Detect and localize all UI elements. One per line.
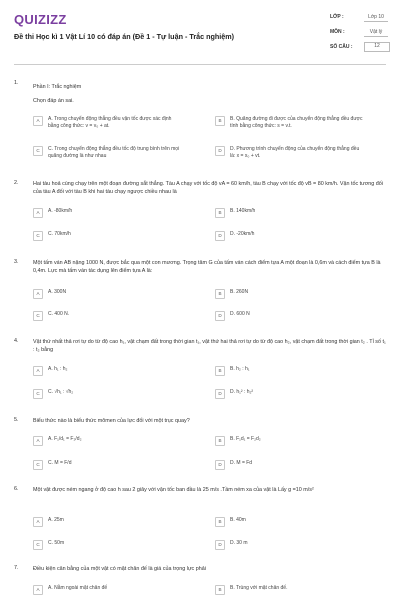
- option-text: D. 600 N: [230, 311, 250, 317]
- quizizz-logo: QUIZIZZ: [14, 12, 67, 27]
- option-text: D. 30 m: [230, 540, 248, 546]
- option-letter: C: [33, 146, 43, 156]
- option-letter: A: [33, 585, 43, 595]
- option-text: D. Phương trình chuyển động của chuyển động thẳng đều là: x = x₀ + vt.: [230, 146, 360, 159]
- option-letter: B: [215, 289, 225, 299]
- question-text: Một vật được ném ngang ở độ cao h sau 2 giây với vận tốc ban đầu là 25 m/s .Tầm ném xa của vật là Lấy g =10 m/s²: [33, 487, 314, 493]
- option-c[interactable]: [33, 460, 183, 470]
- option-text: B. Quãng đường đi được của chuyển động thẳng đều được tính bằng công thức: s = v.t.: [230, 116, 363, 129]
- option-letter: A: [33, 208, 43, 218]
- question-text: Biểu thức nào là biểu thức mômen của lực đối với một trục quay?: [33, 418, 190, 424]
- option-text: B. 40m: [230, 517, 246, 523]
- option-letter: A: [33, 436, 43, 446]
- question-text: Vật thứ nhất thả rơi tự do từ độ cao h₁, vật chạm đất trong thời gian t₁, vật thứ hai thả rơi tự do từ độ cao h₂, vật chạm đất trong thời gian t₂ . Tỉ số t₁ : t₂ bằng: [33, 339, 386, 353]
- question-number: 5.: [14, 417, 19, 423]
- option-d[interactable]: [215, 146, 365, 159]
- option-letter: A: [33, 289, 43, 299]
- question-text: Điều kiện cân bằng của một vật có mặt chân đế là giá của trọng lực phải: [33, 566, 206, 572]
- question-number: 2.: [14, 180, 19, 186]
- option-a[interactable]: [33, 366, 183, 376]
- question-count-value: 12: [364, 42, 390, 52]
- option-b[interactable]: [215, 517, 365, 527]
- header-divider: [14, 64, 386, 65]
- option-a[interactable]: [33, 436, 183, 446]
- option-a[interactable]: [33, 116, 183, 129]
- option-letter: C: [33, 311, 43, 321]
- option-text: D. M = Fd: [230, 460, 253, 466]
- option-c[interactable]: [33, 540, 183, 550]
- option-text: A. 300N: [48, 289, 67, 295]
- option-text: B. 140km/h: [230, 208, 256, 214]
- option-letter: D: [215, 389, 225, 399]
- option-text: C. M = F/d: [48, 460, 72, 466]
- option-text: B. 260N: [230, 289, 249, 295]
- option-c[interactable]: [33, 389, 183, 399]
- worksheet-header: [0, 0, 400, 62]
- option-letter: C: [33, 540, 43, 550]
- option-a[interactable]: [33, 517, 183, 527]
- question-number: 4.: [14, 338, 19, 344]
- option-letter: D: [215, 311, 225, 321]
- option-text: D. h₁² : h₂²: [230, 389, 254, 395]
- subject-label: MÔN :: [330, 29, 345, 35]
- option-text: A. 25m: [48, 517, 64, 523]
- option-text: A. h₁ : h₂: [48, 366, 68, 372]
- option-b[interactable]: [215, 436, 365, 446]
- question-number: 6.: [14, 486, 19, 492]
- option-d[interactable]: [215, 389, 365, 399]
- option-letter: C: [33, 231, 43, 241]
- class-value: Lớp 10: [364, 14, 388, 22]
- option-text: C. √h₁ : √h₂: [48, 389, 74, 395]
- option-letter: B: [215, 208, 225, 218]
- option-b[interactable]: [215, 289, 365, 299]
- question-count-label: SỐ CÂU :: [330, 44, 353, 50]
- option-text: A. Nằm ngoài mặt chân đế: [48, 585, 108, 591]
- option-letter: D: [215, 460, 225, 470]
- worksheet-title: Đề thi Học kì 1 Vật Lí 10 có đáp án (Đề 1 - Tự luận - Trắc nghiệm): [14, 32, 235, 41]
- question-number: 1.: [14, 80, 19, 86]
- option-a[interactable]: [33, 208, 183, 218]
- option-d[interactable]: [215, 231, 365, 241]
- option-text: A. -80km/h: [48, 208, 73, 214]
- option-a[interactable]: [33, 585, 183, 595]
- option-letter: C: [33, 389, 43, 399]
- question-number: 7.: [14, 565, 19, 571]
- option-text: A. Trong chuyển động thẳng đều vận tốc được xác định bằng công thức: v = v₀ + at.: [48, 116, 172, 129]
- option-letter: B: [215, 116, 225, 126]
- option-d[interactable]: [215, 311, 365, 321]
- option-c[interactable]: [33, 311, 183, 321]
- option-letter: B: [215, 436, 225, 446]
- question-text: Hai tàu hoả cùng chạy trên một đoạn đường sắt thẳng. Tàu A chạy với tốc độ vA = 60 km/h, tàu B chạy với tốc độ vB = 80 km/h. Vận tốc tương đối của tàu A đối với tàu B khi hai tàu chạy ngược chiều nhau là: [33, 181, 383, 195]
- option-b[interactable]: [215, 366, 365, 376]
- subject-value: Vật lý: [364, 29, 388, 37]
- option-text: B. F₁d₁ = F₂d₂: [230, 436, 261, 442]
- question-text: Phần I: Trắc nghiệm Chọn đáp án sai.: [33, 84, 82, 104]
- option-letter: A: [33, 517, 43, 527]
- class-label: LỚP :: [330, 14, 344, 20]
- option-c[interactable]: [33, 146, 183, 159]
- option-text: C. Trong chuyển động thẳng đều tốc độ trung bình trên mọi quãng đường là như nhau: [48, 146, 180, 159]
- option-d[interactable]: [215, 460, 365, 470]
- option-text: C. 70km/h: [48, 231, 71, 237]
- option-letter: D: [215, 540, 225, 550]
- option-letter: B: [215, 585, 225, 595]
- question-text: Một tấm ván AB nặng 1000 N, được bắc qua một con mương. Trọng tâm G của tấm ván cách điểm tựa A một đoạn là 0,6m và cách điểm tựa B là 0,4m. Lực mà tấm ván tác dụng lên điểm tựa A là:: [33, 260, 381, 274]
- option-d[interactable]: [215, 540, 365, 550]
- option-text: C. 50m: [48, 540, 65, 546]
- option-letter: A: [33, 116, 43, 126]
- question-number: 3.: [14, 259, 19, 265]
- option-c[interactable]: [33, 231, 183, 241]
- option-text: C. 400 N.: [48, 311, 70, 317]
- option-letter: D: [215, 231, 225, 241]
- option-letter: D: [215, 146, 225, 156]
- option-a[interactable]: [33, 289, 183, 299]
- option-letter: A: [33, 366, 43, 376]
- option-letter: B: [215, 366, 225, 376]
- option-text: D. -20km/h: [230, 231, 255, 237]
- option-b[interactable]: [215, 585, 365, 595]
- option-letter: C: [33, 460, 43, 470]
- option-text: B. Trùng với mặt chân đế.: [230, 585, 288, 591]
- option-text: A. F₁/d₁ = F₂/d₂: [48, 436, 82, 442]
- option-b[interactable]: [215, 208, 365, 218]
- option-b[interactable]: [215, 116, 365, 129]
- option-letter: B: [215, 517, 225, 527]
- option-text: B. h₂ : h₁: [230, 366, 250, 372]
